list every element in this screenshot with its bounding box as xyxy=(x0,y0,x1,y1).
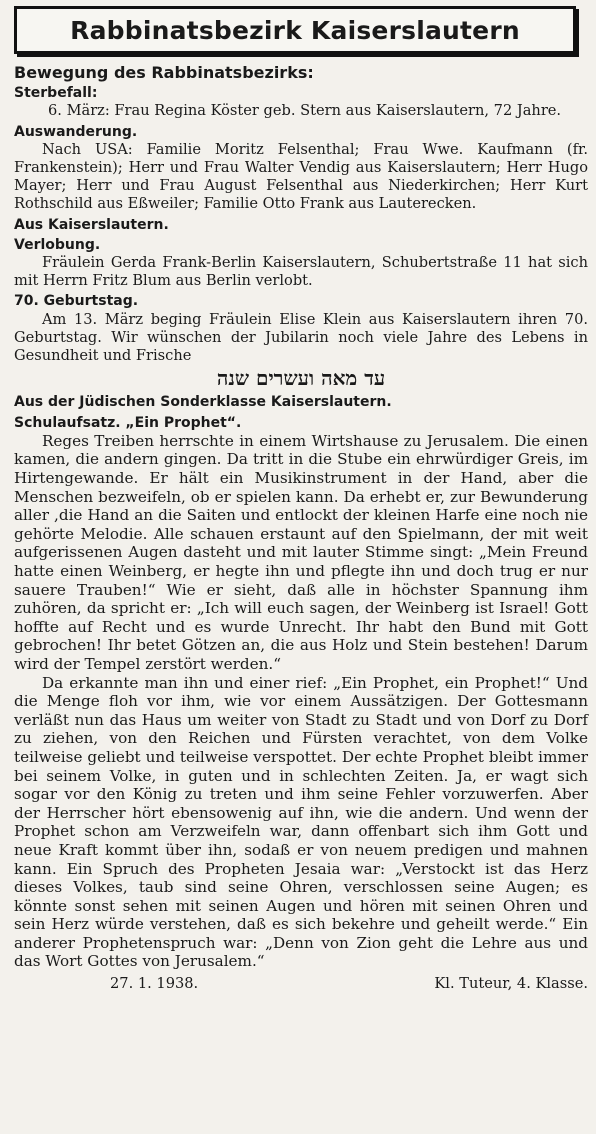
section-title: Bewegung des Rabbinatsbezirks: xyxy=(14,63,314,82)
auswanderung-heading: Auswanderung. xyxy=(14,123,138,140)
hebrew-blessing: עד מאה ועשרים שנה xyxy=(216,366,386,391)
essay-date: 27. 1. 1938. xyxy=(110,975,199,993)
sonderklasse-heading: Aus der Jüdischen Sonderklasse Kaiserslautern. xyxy=(14,394,392,411)
schulaufsatz-heading: Schulaufsatz. „Ein Prophet“. xyxy=(14,414,242,431)
aus-kaiserslautern-heading: Aus Kaiserslautern. xyxy=(14,216,169,233)
signature-line xyxy=(14,975,588,993)
essay xyxy=(14,432,588,971)
masthead-box xyxy=(14,6,576,54)
essay-paragraph-1: Reges Treiben herrschte in einem Wirtshause zu Jerusalem. Die einen kamen, die andern gingen. Da tritt in die Stube ein ehrwürdiger Greis, im Hirtengewande. Er hält ein Musikinstrument in der Hand, aber die Menschen bezweifeln, ob er spielen kann. Da erhebt er, zur Bewunderung aller ,die Hand an die Saiten und entlockt der kleinen Harfe eine noch nie gehörte Melodie. Alle schauen erstaunt auf den Spielmann, der mit weit aufgerissenen Augen dasteht und mit lauter Stimme singt: „Mein Freund hatte einen Weinberg, er hegte ihn und pflegte ihn und doch trug er nur sauere Trauben!“ Wie er sieht, daß alle in höchster Spannung ihm zuhören, da spricht er: „Ich will euch sagen, der Weinberg ist Israel! Gott hoffte auf Recht und es wurde Unrecht. Ihr habt den Bund mit Gott gebrochen! Ihr betet Götzen an, die aus Holz und Stein bestehen! Darum wird der Tempel zerstört werden.“ xyxy=(14,431,588,673)
auswanderung-text: Nach USA: Familie Moritz Felsenthal; Frau Wwe. Kaufmann (fr. Frankenstein); Herr und Frau Walter Vendig aus Kaiserslautern; Herr Hugo Mayer; Herr und Frau August Felsenthal aus Niederkirchen; Herr Kurt Rothschild aus Eßweiler; Familie Otto Frank aus Lauterecken. xyxy=(14,140,588,213)
geburtstag-heading: 70. Geburtstag. xyxy=(14,293,139,310)
verlobung-text: Fräulein Gerda Frank-Berlin Kaiserslautern, Schubertstraße 11 hat sich mit Herrn Fritz Blum aus Berlin verlobt. xyxy=(14,254,588,290)
sterbefall-heading: Sterbefall: xyxy=(14,85,98,102)
article-body xyxy=(14,64,588,993)
verlobung-heading: Verlobung. xyxy=(14,236,101,253)
essay-author: Kl. Tuteur, 4. Klasse. xyxy=(434,975,588,993)
masthead-title: Rabbinatsbezirk Kaiserslautern xyxy=(70,15,520,45)
sterbefall-text: 6. März: Frau Regina Köster geb. Stern aus Kaiserslautern, 72 Jahre. xyxy=(48,102,562,120)
geburtstag-text: Am 13. März beging Fräulein Elise Klein aus Kaiserslautern ihren 70. Geburtstag. Wir wünschen der Jubilarin noch viele Jahre des Lebens in Gesundheit und Frische xyxy=(14,310,588,365)
newspaper-page xyxy=(0,6,596,1134)
essay-paragraph-2: Da erkannte man ihn und einer rief: „Ein Prophet, ein Prophet!“ Und die Menge floh vor ihm, wie vor einem Aussätzigen. Der Gottesmann verläßt nun das Haus um weiter von Stadt zu Stadt und von Dorf zu Dorf zu ziehen, von den Reichen und Fürsten verachtet, von dem Volke teilweise geliebt und teilweise verspottet. Der echte Prophet bleibt immer bei seinem Volke, in guten und in schlechten Zeiten. Ja, er wagt sich sogar vor den König zu treten und ihm seine Fehler vorzuwerfen. Aber der Herrscher hört ebensowenig auf ihn, wie die andern. Und wenn der Prophet schon am Verzweifeln war, dann offenbart sich ihm Gott und neue Kraft kommt über ihn, sodaß er von neuem predigen und mahnen kann. Ein Spruch des Propheten Jesaia war: „Verstockt ist das Herz dieses Volkes, taub sind seine Ohren, verschlossen seine Augen; es könnte sonst sehen mit seinen Augen und hören mit seinen Ohren und sein Herz würde verstehen, daß es sich bekehre und geheilt werde.“ Ein anderer Prophetenspruch war: „Denn von Zion geht die Lehre aus und das Wort Gottes von Jerusalem.“ xyxy=(14,673,588,971)
